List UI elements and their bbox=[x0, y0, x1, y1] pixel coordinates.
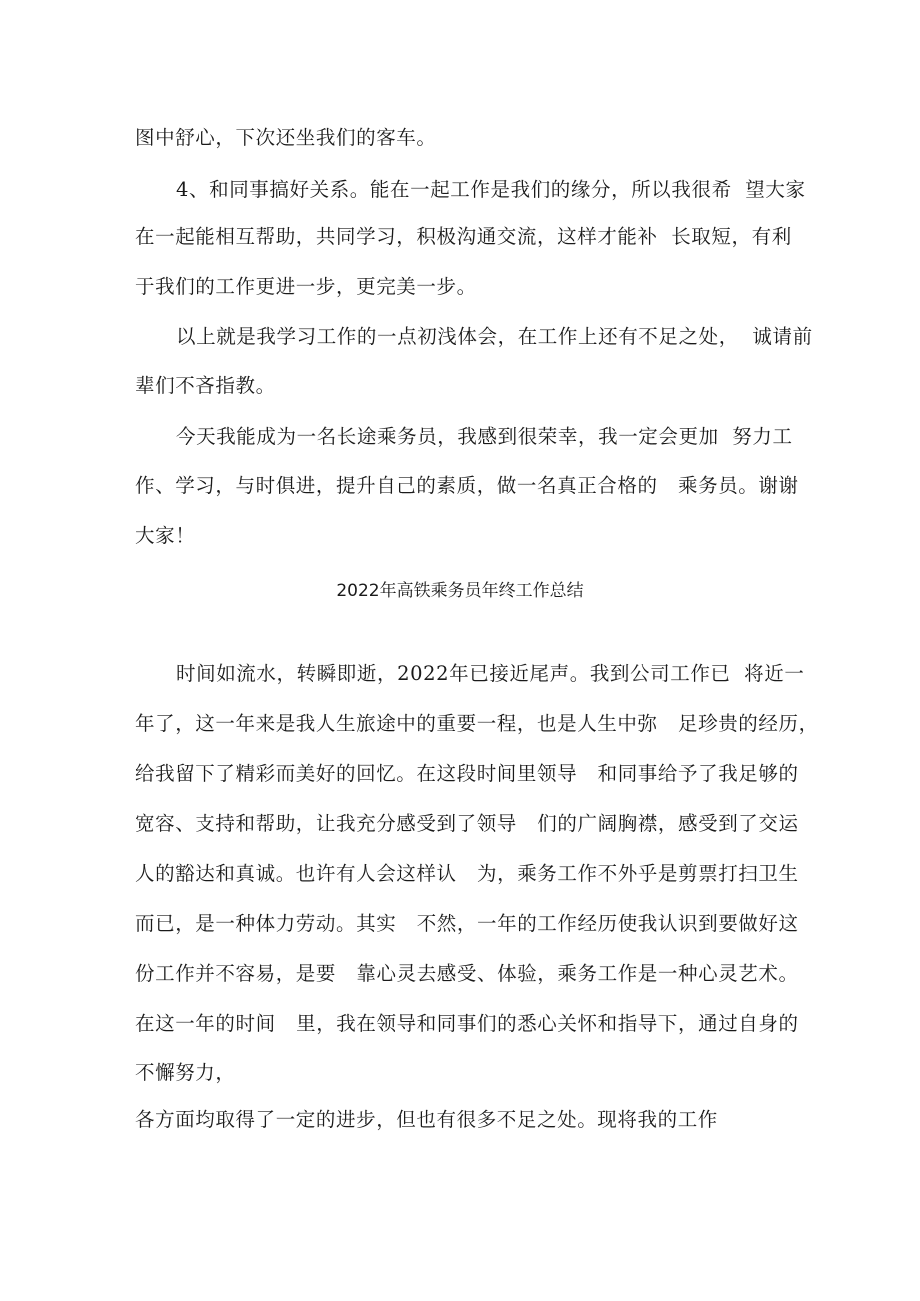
text-line: 给我留下了精彩而美好的回忆。在这段时间里领导 和同事给予了我足够的 bbox=[135, 762, 799, 785]
text-line: 不懈努力， bbox=[135, 1061, 236, 1084]
text-line: 图中舒心，下次还坐我们的客车。 bbox=[135, 126, 437, 149]
text-line: 各方面均取得了一定的进步，但也有很多不足之处。现将我的工作 bbox=[135, 1108, 718, 1131]
text-line: 今天我能成为一名长途乘务员，我感到很荣幸，我一定会更加 努力工 bbox=[176, 425, 793, 448]
text-line: 以上就是我学习工作的一点初浅体会，在工作上还有不足之处， 诚请前 bbox=[176, 325, 813, 348]
text-line: 辈们不吝指教。 bbox=[135, 374, 276, 397]
text-line: 作、学习，与时俱进，提升自己的素质，做一名真正合格的 乘务员。谢谢 bbox=[135, 474, 799, 497]
text-line: 于我们的工作更进一步，更完美一步。 bbox=[135, 275, 477, 298]
text-line: 份工作并不容易，是要 靠心灵去感受、体验，乘务工作是一种心灵艺术。 bbox=[135, 962, 799, 985]
text-line: 大家！ bbox=[135, 524, 196, 547]
text-line: 年了，这一年来是我人生旅途中的重要一程，也是人生中弥 足珍贵的经历， bbox=[135, 712, 819, 735]
text-line: 宽容、支持和帮助，让我充分感受到了领导 们的广阔胸襟，感受到了交运 bbox=[135, 812, 799, 835]
text-line: 而已，是一种体力劳动。其实 不然，一年的工作经历使我认识到要做好这 bbox=[135, 912, 799, 935]
text-line: 人的豁达和真诚。也许有人会这样认 为，乘务工作不外乎是剪票打扫卫生 bbox=[135, 862, 799, 885]
text-line: 在这一年的时间 里，我在领导和同事们的悉心关怀和指导下，通过自身的 bbox=[135, 1012, 799, 1035]
text-line: 4、和同事搞好关系。能在一起工作是我们的缘分，所以我很希 望大家 bbox=[176, 178, 806, 201]
text-line: 时间如流水，转瞬即逝，2022年已接近尾声。我到公司工作已 将近一 bbox=[176, 662, 805, 685]
text-line: 在一起能相互帮助，共同学习，积极沟通交流，这样才能补 长取短，有利 bbox=[135, 225, 792, 248]
section-title: 2022年高铁乘务员年终工作总结 bbox=[336, 581, 584, 601]
